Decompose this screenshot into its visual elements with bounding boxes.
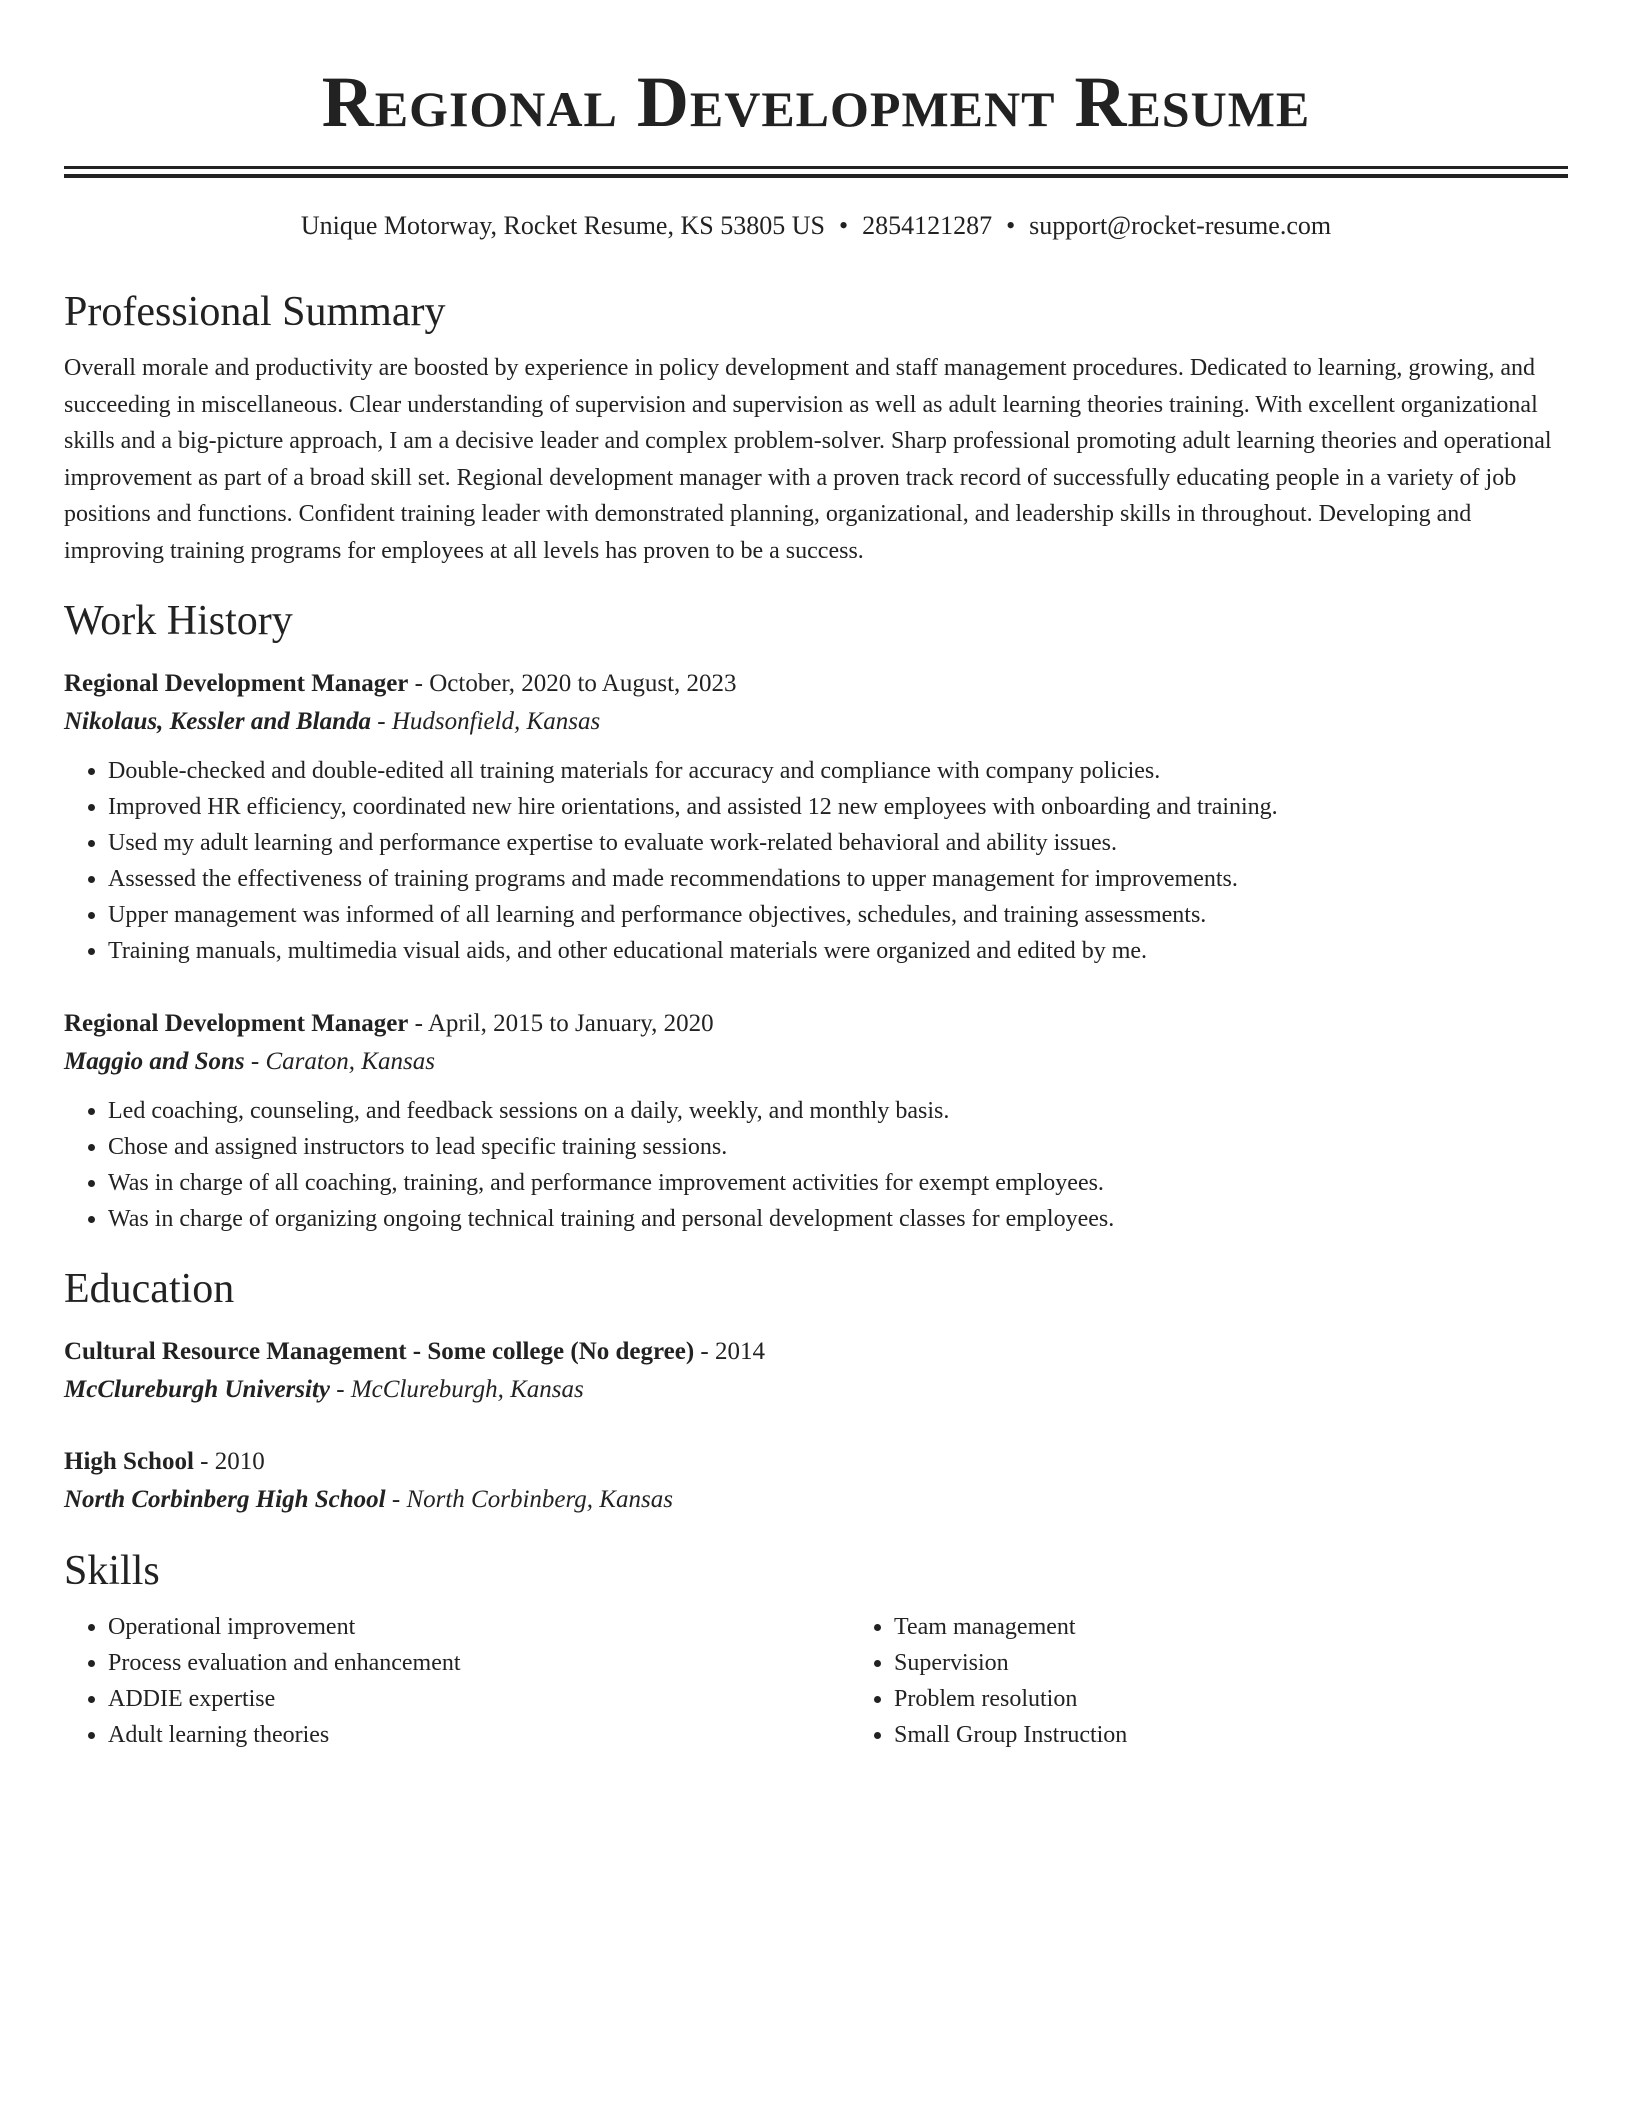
job-bullet: • Improved HR efficiency, coordinated new hire orientations, and assisted 12 new employees with onboarding and training. <box>108 789 1568 825</box>
job-bullet: • Assessed the effectiveness of training programs and made recommendations to upper management for improvements. <box>108 861 1568 897</box>
skill-item: • Small Group Instruction <box>894 1717 1632 1753</box>
job-location: Caraton, Kansas <box>265 1048 435 1075</box>
education-location: McClureburgh, Kansas <box>350 1376 584 1403</box>
contact-address: Unique Motorway, Rocket Resume, KS 53805 US <box>300 211 825 240</box>
skill-item: • Supervision <box>894 1645 1632 1681</box>
skills-list-left <box>64 1609 850 1753</box>
education-entry <box>64 1333 1568 1409</box>
skill-item: • Operational improvement <box>108 1609 850 1645</box>
job-company: Maggio and Sons <box>64 1048 245 1075</box>
education-degree: Cultural Resource Management - Some college (No degree) <box>64 1338 695 1365</box>
job-bullet: • Double-checked and double-edited all training materials for accuracy and compliance with company policies. <box>108 753 1568 789</box>
job-bullet: • Training manuals, multimedia visual aids, and other educational materials were organized and edited by me. <box>108 933 1568 969</box>
skill-item: • Team management <box>894 1609 1632 1645</box>
job-company: Nikolaus, Kessler and Blanda <box>64 708 372 735</box>
contact-email: support@rocket-resume.com <box>1029 211 1332 240</box>
education-degree-line: Cultural Resource Management - Some college (No degree) - 2014 <box>64 1338 765 1365</box>
contact-line <box>64 210 1568 242</box>
job-bullet: • Was in charge of organizing ongoing technical training and personal development classes for employees. <box>108 1201 1568 1237</box>
education-year: 2010 <box>214 1448 265 1475</box>
job-bullet: • Chose and assigned instructors to lead specific training sessions. <box>108 1129 1568 1165</box>
title-divider <box>64 166 1568 178</box>
resume-title: Regional Development Resume <box>321 62 1311 142</box>
job-location: Hudsonfield, Kansas <box>391 708 601 735</box>
job-bullet: • Was in charge of all coaching, training, and performance improvement activities for exempt employees. <box>108 1165 1568 1201</box>
summary-text: Overall morale and productivity are boosted by experience in policy development and staff management procedures. Dedicated to learning, growing, and succeeding in miscellaneous. Clear understanding of supervision and supervision as well as adult learning theories training. With excellent organizational skills and a big-picture approach, I am a decisive leader and complex problem-solver. Sharp professional promoting adult learning theories and operational improvement as part of a broad skill set. Regional development manager with a proven track record of successfully educating people in a variety of job positions and functions. Confident training leader with demonstrated planning, organizational, and leadership skills in throughout. Developing and improving training programs for employees at all levels has proven to be a success. <box>64 355 1552 564</box>
education-entry <box>64 1443 1568 1519</box>
contact-separator: • <box>1006 211 1016 240</box>
job-bullet: • Upper management was informed of all learning and performance objectives, schedules, and training assessments. <box>108 897 1568 933</box>
job-title-line: Regional Development Manager - October, 2020 to August, 2023 <box>64 670 737 697</box>
skill-item: • Problem resolution <box>894 1681 1632 1717</box>
job-title-line: Regional Development Manager - April, 2015 to January, 2020 <box>64 1010 714 1037</box>
job-dates: October, 2020 to August, 2023 <box>429 670 737 697</box>
job-dates: April, 2015 to January, 2020 <box>427 1010 714 1037</box>
section-heading: Professional Summary <box>64 289 446 335</box>
professional-summary-section <box>64 286 1568 569</box>
section-heading: Skills <box>64 1548 160 1594</box>
education-location: North Corbinberg, Kansas <box>406 1486 673 1513</box>
section-heading: Education <box>64 1266 235 1312</box>
contact-phone: 2854121287 <box>862 211 993 240</box>
contact-separator: • <box>838 211 849 240</box>
section-heading: Work History <box>64 598 293 644</box>
education-degree: High School <box>64 1448 194 1475</box>
education-degree-line: High School - 2010 <box>64 1448 265 1475</box>
education-school: North Corbinberg High School <box>64 1486 386 1513</box>
job-bullets <box>64 753 1568 969</box>
job-bullets <box>64 1093 1568 1237</box>
skills-list-right <box>850 1609 1632 1753</box>
skills-section <box>64 1545 1568 1753</box>
job-title: Regional Development Manager <box>64 670 409 697</box>
work-history-section <box>64 595 1568 1237</box>
skill-item: • Adult learning theories <box>108 1717 850 1753</box>
education-section <box>64 1263 1568 1519</box>
job-company-line: Maggio and Sons - Caraton, Kansas <box>64 1048 435 1075</box>
education-school: McClureburgh University <box>64 1376 331 1403</box>
job-entry <box>64 665 1568 969</box>
job-company-line: Nikolaus, Kessler and Blanda - Hudsonfield, Kansas <box>64 708 601 735</box>
job-title: Regional Development Manager <box>64 1010 409 1037</box>
skill-item: • Process evaluation and enhancement <box>108 1645 850 1681</box>
job-entry <box>64 1005 1568 1237</box>
skills-columns <box>64 1609 1568 1753</box>
job-bullet: • Led coaching, counseling, and feedback sessions on a daily, weekly, and monthly basis. <box>108 1093 1568 1129</box>
education-school-line: North Corbinberg High School - North Corbinberg, Kansas <box>64 1486 673 1513</box>
education-school-line: McClureburgh University - McClureburgh, Kansas <box>64 1376 584 1403</box>
education-year: 2014 <box>715 1338 765 1365</box>
skill-item: • ADDIE expertise <box>108 1681 850 1717</box>
job-bullet: • Used my adult learning and performance expertise to evaluate work-related behavioral and ability issues. <box>108 825 1568 861</box>
